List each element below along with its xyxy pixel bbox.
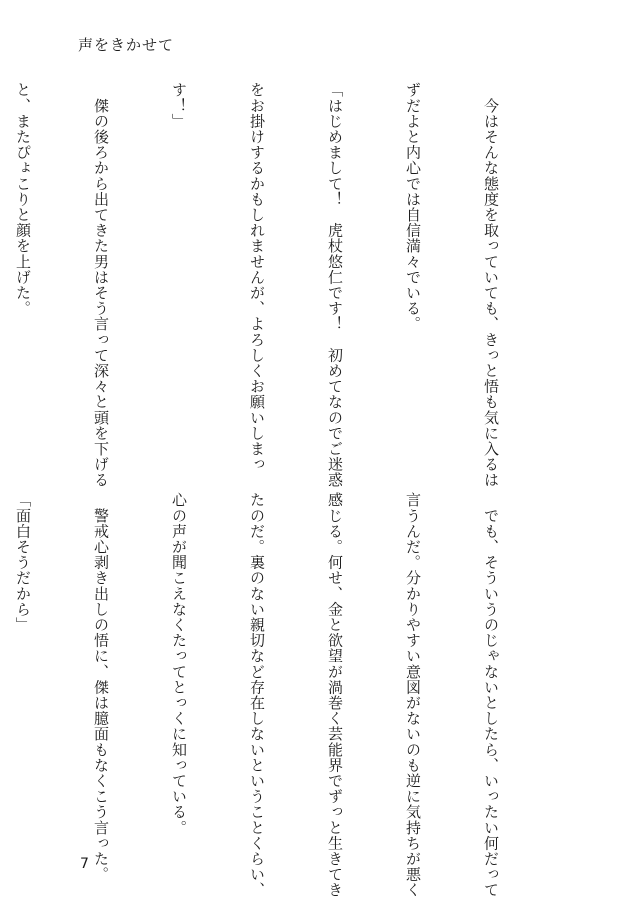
text-line: ずだよと内心では自信満々でいる。 [404,82,422,332]
text-block-bottom [0,492,556,898]
text-block-top [0,82,556,488]
text-line: をお掛けするかもしれませんが、よろしくお願いしまっ [248,82,266,472]
text-line: 「はじめまして！ 虎杖悠仁です！ 初めてなのでご迷惑 [326,82,344,488]
text-line: 警戒心剥き出しの悟に、傑は臆面もなくこう言った。 [92,492,110,882]
text-line: 心の声が聞こえなくたってとっくに知っている。 [170,492,188,836]
text-line: 感じる。何せ、金と欲望が渦巻く芸能界でずっと生きてき [326,492,344,898]
text-line: 傑の後ろから出てきた男はそう言って深々と頭を下げる [92,82,110,488]
text-line: す！」 [170,82,188,129]
text-line: 言うんだ。分かりやすい意図がないのも逆に気持ちが悪く [404,492,422,898]
text-line: たのだ。裏のない親切など存在しないということくらい、 [248,492,266,898]
text-line: 今はそんな態度を取っていても、きっと悟も気に入るは [482,82,500,488]
page-number: 7 [80,856,89,872]
text-line: 「面白そうだから」 [14,492,32,633]
text-line: と、またぴょこりと顔を上げた。 [14,82,32,316]
text-line: でも、そういうのじゃないとしたら、いったい何だって [482,492,500,898]
running-title: 声をきかせて [78,36,175,54]
